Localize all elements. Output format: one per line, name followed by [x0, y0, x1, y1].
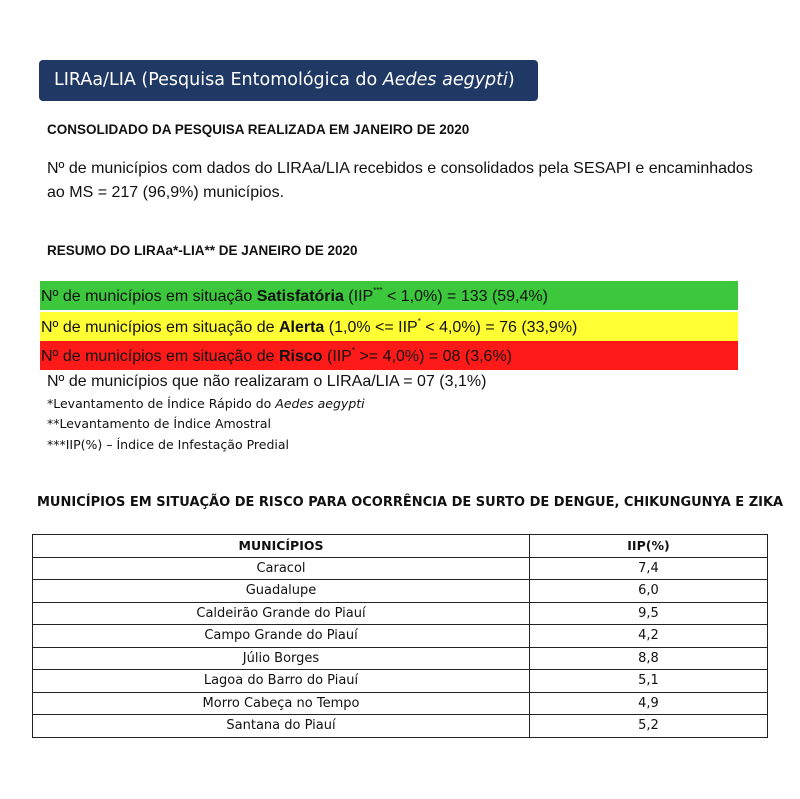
consolidado-heading: CONSOLIDADO DA PESQUISA REALIZADA EM JANEIRO DE 2020 — [47, 122, 470, 137]
iip-cell: 8,8 — [530, 647, 768, 670]
column-header-iip: IIP(%) — [530, 535, 768, 558]
footnote-liraa-text: *Levantamento de Índice Rápido do — [47, 396, 276, 411]
table-row — [33, 625, 768, 648]
table-row — [33, 647, 768, 670]
footnote-lia: **Levantamento de Índice Amostral — [47, 416, 271, 431]
footnote-iip: ***IIP(%) – Índice de Infestação Predial — [47, 437, 289, 452]
title-suffix: ) — [507, 70, 515, 90]
satisfatoria-mid: (IIP — [343, 288, 374, 305]
municipio-cell: Caldeirão Grande do Piauí — [33, 602, 530, 625]
iip-cell: 5,1 — [530, 670, 768, 693]
municipio-cell: Campo Grande do Piauí — [33, 625, 530, 648]
iip-cell: 4,2 — [530, 625, 768, 648]
table-row — [33, 670, 768, 693]
consolidado-paragraph: Nº de municípios com dados do LIRAa/LIA recebidos e consolidados pela SESAPI e encaminhados ao MS = 217 (96,9%) municípios. — [47, 160, 753, 201]
municipio-cell: Santana do Piauí — [33, 715, 530, 738]
table-row — [33, 602, 768, 625]
satisfatoria-band — [40, 281, 738, 310]
iip-cell: 6,0 — [530, 580, 768, 603]
nao-realizaram-line: Nº de municípios que não realizaram o LIRAa/LIA = 07 (3,1%) — [47, 373, 487, 390]
table-header-row — [33, 535, 768, 558]
satisfatoria-post: < 1,0%) = 133 (59,4%) — [382, 288, 548, 305]
risco-pre: Nº de municípios em situação de — [41, 348, 279, 365]
risco-label: Risco — [278, 348, 323, 365]
municipio-cell: Morro Cabeça no Tempo — [33, 692, 530, 715]
risco-mid: (IIP — [322, 348, 352, 365]
resumo-heading: RESUMO DO LIRAa*-LIA** DE JANEIRO DE 2020 — [47, 243, 358, 258]
table-row — [33, 692, 768, 715]
municipio-cell: Júlio Borges — [33, 647, 530, 670]
alerta-pre: Nº de municípios em situação de — [41, 319, 279, 336]
municipio-cell: Guadalupe — [33, 580, 530, 603]
municipio-cell: Lagoa do Barro do Piauí — [33, 670, 530, 693]
satisfatoria-sup: *** — [373, 286, 383, 295]
title-prefix: LIRAa/LIA (Pesquisa Entomológica do — [54, 70, 383, 90]
title-italic: Aedes aegypti — [382, 70, 508, 90]
risco-sup: * — [351, 346, 356, 355]
footnote-liraa-italic: Aedes aegypti — [275, 396, 365, 411]
municipio-cell: Caracol — [33, 557, 530, 580]
risco-post: >= 4,0%) = 08 (3,6%) — [355, 348, 512, 365]
table-row — [33, 580, 768, 603]
iip-cell: 9,5 — [530, 602, 768, 625]
alerta-band — [40, 312, 738, 341]
alerta-mid: (1,0% <= IIP — [324, 319, 418, 336]
alerta-post: < 4,0%) = 76 (33,9%) — [420, 319, 578, 336]
iip-cell: 5,2 — [530, 715, 768, 738]
iip-cell: 7,4 — [530, 557, 768, 580]
satisfatoria-label: Satisfatória — [256, 288, 344, 305]
column-header-municipios: MUNICÍPIOS — [33, 535, 530, 558]
risco-band — [40, 341, 738, 370]
iip-cell: 4,9 — [530, 692, 768, 715]
risco-table — [32, 534, 768, 738]
table-row — [33, 715, 768, 738]
table-row — [33, 557, 768, 580]
alerta-sup: * — [417, 317, 421, 326]
footnote-liraa — [47, 396, 365, 411]
satisfatoria-pre: Nº de municípios em situação — [41, 288, 257, 305]
alerta-label: Alerta — [278, 319, 325, 336]
section-title — [39, 60, 538, 101]
risco-table-heading: MUNICÍPIOS EM SITUAÇÃO DE RISCO PARA OCORRÊNCIA DE SURTO DE DENGUE, CHIKUNGUNYA E ZIKA — [37, 495, 784, 510]
